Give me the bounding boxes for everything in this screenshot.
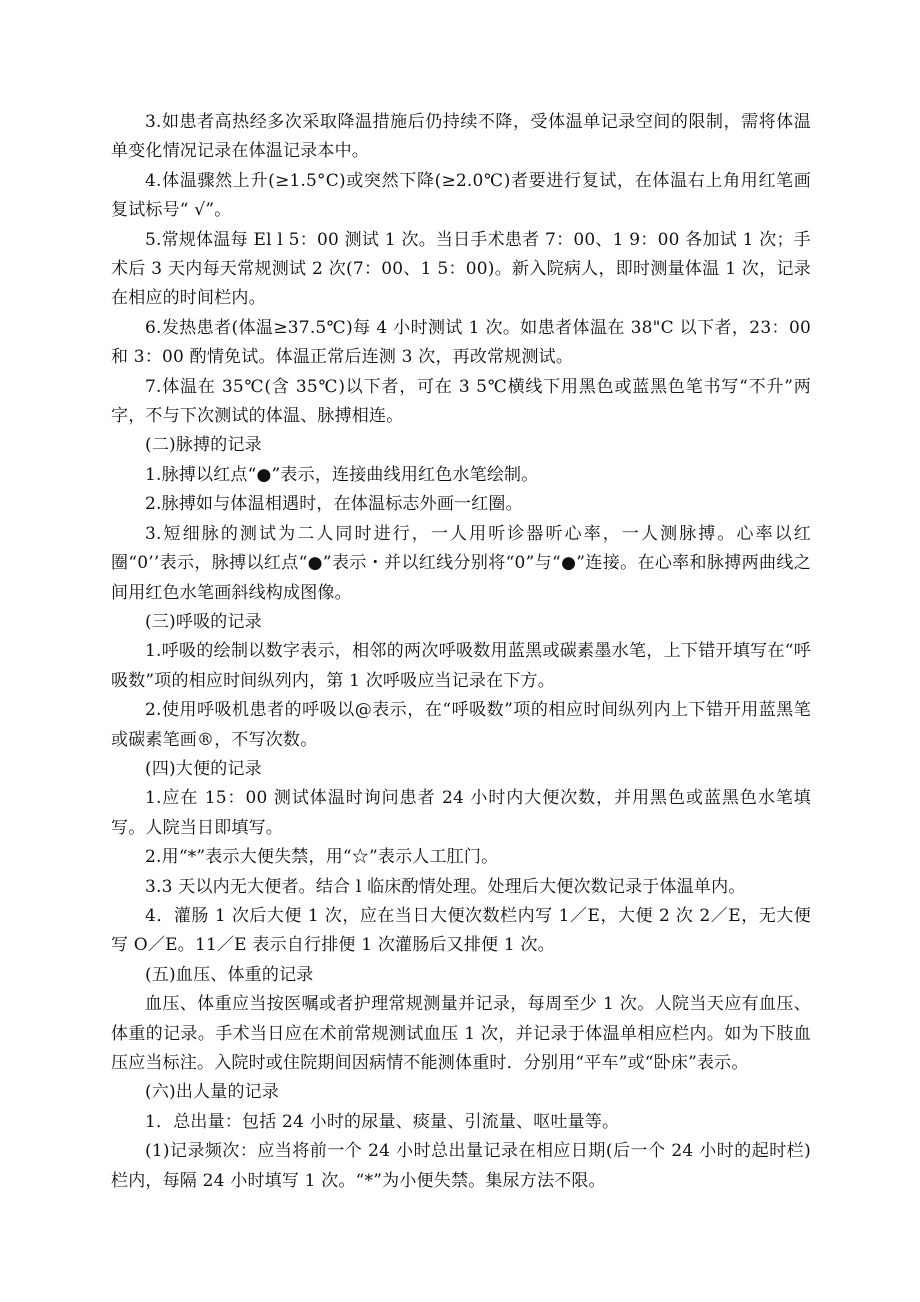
paragraph-ventilator-respiration: 2.使用呼吸机患者的呼吸以@表示，在“呼吸数”项的相应时间纵列内上下错开用蓝黑笔或碳素笔画®，不写次数。 (111, 700, 811, 750)
paragraph-no-stool: 3.3 天以内无大便者。结合 l 临床酌情处理。处理后大便次数记录于体温单内。 (145, 876, 746, 897)
section-heading-pulse: (二)脉搏的记录 (145, 435, 262, 456)
section-heading-blood-pressure-weight: (五)血压、体重的记录 (145, 964, 314, 985)
paragraph-stool-symbols: 2.用“*”表示大便失禁，用“☆”表示人工肛门。 (145, 847, 499, 868)
paragraph-pulse-red-dot: 1.脉搏以红点“●”表示，连接曲线用红色水笔绘制。 (145, 464, 539, 485)
document-page (111, 108, 811, 1196)
paragraph-respiration-numbers: 1.呼吸的绘制以数字表示，相邻的两次呼吸数用蓝黑或碳素墨水笔，上下错开填写在“呼吸数”项的相应时间纵列内，第 1 次呼吸应当记录在下方。 (111, 641, 811, 691)
paragraph-temperature-persistent-fever: 3.如患者高热经多次采取降温措施后仍持续不降，受体温单记录空间的限制，需将体温单变化情况记录在体温记录本中。 (111, 112, 811, 162)
section-heading-respiration: (三)呼吸的记录 (145, 611, 262, 632)
paragraph-fever-schedule: 6.发热患者(体温≥37.5℃)每 4 小时测试 1 次。如患者体温在 38"C 以下者，23：00 和 3：00 酌情免试。体温正常后连测 3 次，再改常规测试。 (111, 317, 811, 368)
paragraph-total-output: 1．总出量：包括 24 小时的尿量、痰量、引流量、呕吐量等。 (145, 1111, 620, 1132)
paragraph-blood-pressure-weight: 血压、体重应当按医嘱或者护理常规测量并记录，每周至少 1 次。人院当天应有血压、体重的记录。手术当日应在术前常规测试血压 1 次，并记录于体温单相应栏内。如为下肢血压应当标注。入院时或住院期间因病情不能测体重时．分别用“平车”或“卧床”表示。 (111, 994, 811, 1073)
paragraph-stool-count: 1.应在 15：00 测试体温时询问患者 24 小时内大便次数，并用黑色或蓝黑色水笔填写。人院当日即填写。 (111, 788, 811, 838)
paragraph-pulse-deficit: 3.短细脉的测试为二人同时进行，一人用听诊器听心率，一人测脉搏。心率以红圈“0’’表示，脉搏以红点“●”表示・并以红线分别将“0”与“●”连接。在心率和脉搏两曲线之间用红色水笔画斜线构成图像。 (111, 523, 811, 603)
section-heading-intake-output: (六)出人量的记录 (145, 1082, 280, 1103)
paragraph-temperature-retest: 4.体温骤然上升(≥1.5°C)或突然下降(≥2.0℃)者要进行复试，在体温右上角用红笔画复试标号“ √”。 (111, 170, 811, 221)
paragraph-low-temperature: 7.体温在 35℃(含 35℃)以下者，可在 3 5℃横线下用黑色或蓝黑色笔书写“不升”两字，不与下次测试的体温、脉搏相连。 (111, 376, 811, 427)
section-heading-stool: (四)大便的记录 (145, 758, 262, 779)
paragraph-recording-frequency: (1)记录频次：应当将前一个 24 小时总出量记录在相应日期(后一个 24 小时的起时栏)栏内，每隔 24 小时填写 1 次。“*”为小便失禁。集尿方法不限。 (111, 1141, 811, 1191)
paragraph-pulse-meets-temperature: 2.脉搏如与体温相遇时，在体温标志外画一红圈。 (145, 494, 523, 515)
paragraph-enema: 4．灌肠 1 次后大便 1 次，应在当日大便次数栏内写 1／E，大便 2 次 2／E，无大便写 O／E。11／E 表示自行排便 1 次灌肠后又排便 1 次。 (111, 905, 811, 956)
paragraph-temperature-routine-schedule: 5.常规体温每 El l 5：00 测试 1 次。当日手术患者 7：00、1 9：00 各加试 1 次；手术后 3 天内每天常规测试 2 次(7：00、1 5：00)。新入院病人，即时测量体温 1 次，记录在相应的时间栏内。 (111, 229, 811, 309)
